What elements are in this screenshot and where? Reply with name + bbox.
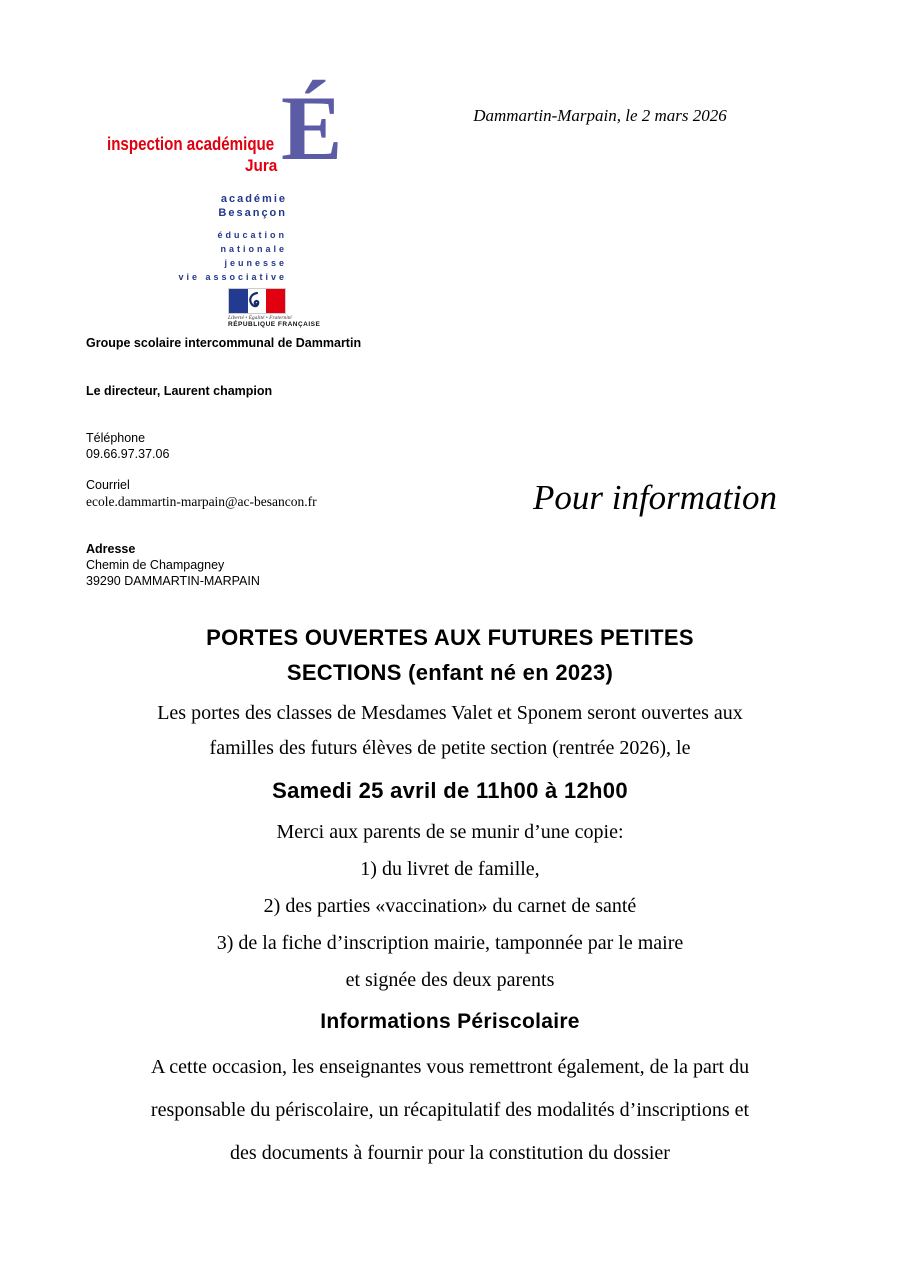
instruction-line: Merci aux parents de se munir d’une copie: <box>276 821 624 843</box>
closing-line-1: A cette occasion, les enseignantes vous remettront également, de la part du <box>150 1056 750 1078</box>
jura-label: Jura <box>245 156 278 175</box>
french-flag-icon <box>228 288 286 314</box>
address-line-1: Chemin de Champagney <box>86 558 225 572</box>
main-title-line-1: PORTES OUVERTES AUX FUTURES PETITES <box>206 625 694 650</box>
email-address: ecole.dammartin-marpain@ac-besancon.fr <box>86 494 317 509</box>
event-date-heading: Samedi 25 avril de 11h00 à 12h00 <box>272 778 628 803</box>
email-label: Courriel <box>86 478 130 492</box>
intro-line-2: familles des futurs élèves de petite section (rentrée 2026), le <box>209 737 691 759</box>
republique-francaise-block <box>228 288 321 328</box>
list-item-1: 1) du livret de famille, <box>360 858 540 880</box>
intro-line-1: Les portes des classes de Mesdames Valet et Sponem seront ouvertes aux <box>157 702 743 724</box>
academie-besancon-label: académie Besançon <box>218 193 287 219</box>
letter-date: Dammartin-Marpain, le 2 mars 2026 <box>473 106 727 125</box>
list-item-2: 2) des parties «vaccination» du carnet de santé <box>263 895 637 917</box>
inspection-academique-label: inspection académique <box>107 134 275 154</box>
address-line-2: 39290 DAMMARTIN-MARPAIN <box>86 574 260 588</box>
closing-line-3: des documents à fournir pour la constitution du dossier <box>230 1142 670 1164</box>
periscolaire-subheading: Informations Périscolaire <box>320 1010 580 1033</box>
ministry-label: éducation nationale jeunesse vie associative <box>178 230 287 282</box>
phone-label: Téléphone <box>86 431 146 445</box>
main-title-line-2: SECTIONS (enfant né en 2023) <box>286 660 614 685</box>
director-name: Le directeur, Laurent champion <box>86 384 273 398</box>
letter-body <box>45 620 855 1175</box>
address-label: Adresse <box>86 542 136 556</box>
closing-line-2: responsable du périscolaire, un récapitulatif des modalités d’inscriptions et <box>150 1099 750 1121</box>
pour-information-label: Pour information <box>532 478 778 517</box>
school-name: Groupe scolaire intercommunal de Dammartin <box>86 336 362 350</box>
academy-logo-letter-icon: É <box>281 77 343 179</box>
academy-logo <box>85 77 347 332</box>
phone-number: 09.66.97.37.06 <box>86 447 170 461</box>
list-item-3-line-2: et signée des deux parents <box>345 969 555 991</box>
marianne-icon <box>244 291 270 313</box>
motto-label: Liberté • Égalité • Fraternité <box>228 315 292 321</box>
list-item-3-line-1: 3) de la fiche d’inscription mairie, tamponnée par le maire <box>216 932 684 954</box>
republique-label: RÉPUBLIQUE FRANÇAISE <box>228 321 321 328</box>
